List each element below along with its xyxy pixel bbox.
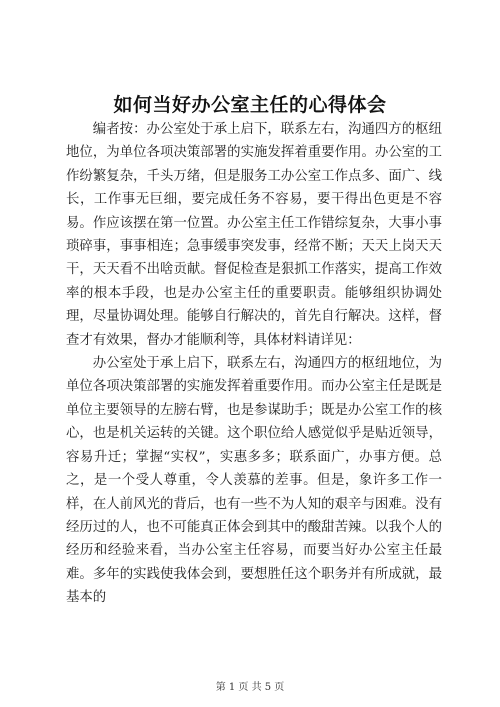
paragraph-main: 办公室处于承上启下，联系左右，沟通四方的枢纽地位，为单位各项决策部署的实施发挥着重要作用。而办公室主任是既是单位主要领导的左膀右臂，也是参谋助手；既是办公室工作的核心，也是机关运转的关键。这个职位给人感觉似乎是贴近领导，容易升迁；掌握“实权”，实惠多多；联系面广，办事方便。总之，是一个受人尊重，令人羡慕的差事。但是，象许多工作一样，在人前风光的背后，也有一些不为人知的艰辛与困难。没有经历过的人，也不可能真正体会到其中的酸甜苦辣。以我个人的经历和经验来看，当办公室主任容易，而要当好办公室主任最难。多年的实践使我体会到，要想胜任这个职务并有所成就，最基本的: [66, 356, 442, 606]
paragraph-editor-note: 编者按：办公室处于承上启下，联系左右，沟通四方的枢纽地位，为单位各项决策部署的实施发挥着重要作用。办公室的工作纷繁复杂，千头万绪，但是服务工办公室工作点多、面广、线长，工作事无巨细，要完成任务不容易，要干得出色更是不容易。作应该摆在第一位置。办公室主任工作错综复杂，大事小事琐碎事，事事相连；急事缓事突发事，经常不断；天天上岗天天干，天天看不出啥贡献。督促检查是狠抓工作落实，提高工作效率的根本手段，也是办公室主任的重要职责。能够组织协调处理，尽量协调处理。能够自行解决的，首先自行解决。这样，督查才有效果，督办才能顺利等，具体材料请详见：: [66, 122, 442, 348]
document-body: [66, 118, 442, 610]
document-title: 如何当好办公室主任的心得体会: [113, 94, 387, 116]
page-number: 第 1 页 共 5 页: [215, 682, 285, 693]
